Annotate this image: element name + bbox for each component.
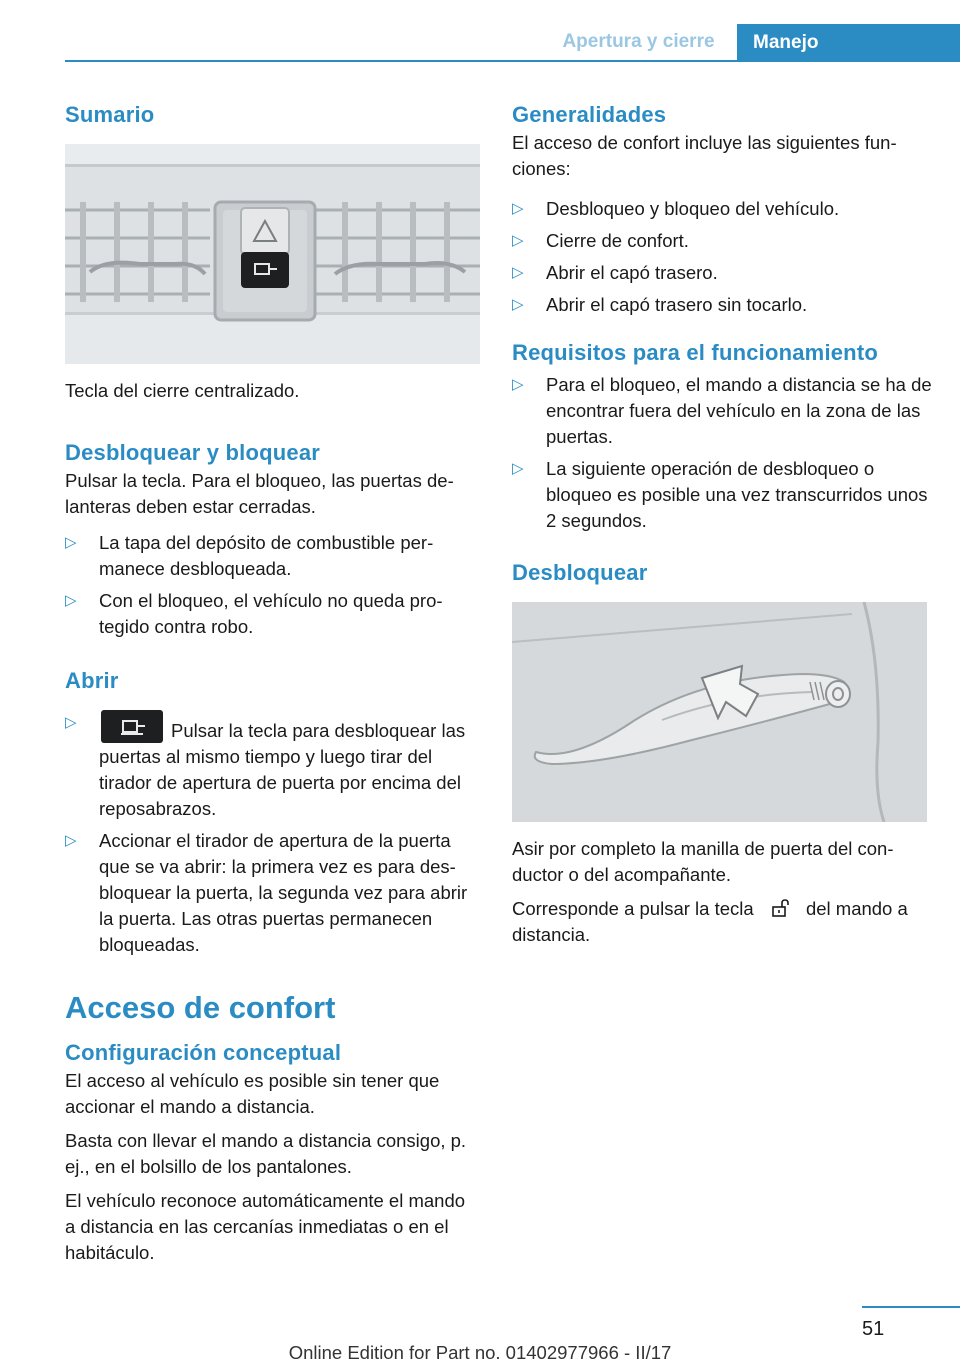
heading-acceso-confort: Acceso de confort <box>65 990 336 1025</box>
heading-sumario: Sumario <box>65 102 155 127</box>
header-rule <box>65 60 960 62</box>
triangle-bullet-icon: ▷ <box>65 714 77 731</box>
triangle-bullet-icon: ▷ <box>512 232 524 249</box>
page-header <box>0 0 960 62</box>
list-requisitos <box>512 372 932 534</box>
list-item: ▷ Abrir el capó trasero sin tocarlo. <box>512 292 932 318</box>
page-number: 51 <box>862 1318 885 1340</box>
list-item: ▷ Desbloqueo y bloqueo del vehículo. <box>512 196 932 222</box>
dashboard-vents-illustration <box>65 144 480 364</box>
left-column <box>65 100 480 1266</box>
text-desbloquear-1: Asir por completo la manilla de puerta del conductor o del acompañante. <box>512 838 894 885</box>
heading-generalidades: Generalidades <box>512 102 667 127</box>
triangle-bullet-icon: ▷ <box>65 534 77 551</box>
edition-note: Online Edition for Part no. 01402977966 - II/17 <box>288 1342 672 1362</box>
door-unlock-key-icon <box>101 710 163 743</box>
triangle-bullet-icon: ▷ <box>65 832 77 849</box>
text-config-3: El vehículo reconoce automáticamente el mando a distancia en las cercanías inmediatas o en el habitáculo. <box>65 1190 466 1263</box>
section-tab[interactable]: Apertura y cierre <box>562 31 715 52</box>
triangle-bullet-icon: ▷ <box>512 264 524 281</box>
text-config-2: Basta con llevar el mando a distancia consigo, p. ej., en el bolsillo de los pantalones. <box>65 1130 467 1177</box>
heading-abrir: Abrir <box>65 668 119 693</box>
list-item: ▷ Para el bloqueo, el mando a distancia se ha de encontrar fuera del vehículo en la zona de las puertas. <box>512 374 932 447</box>
list-item: ▷ Con el bloqueo, el vehículo no queda protegido contra robo. <box>65 590 443 637</box>
unlock-icon <box>765 898 795 918</box>
heading-desbloquear: Desbloquear <box>512 560 648 585</box>
text-desbloquear-2: Corresponde a pulsar la tecla del mando a distancia. <box>512 898 908 945</box>
heading-desbloquear-bloquear: Desbloquear y bloquear <box>65 440 321 465</box>
triangle-bullet-icon: ▷ <box>512 296 524 313</box>
chapter-tab[interactable]: Manejo <box>737 24 960 62</box>
triangle-bullet-icon: ▷ <box>512 376 524 393</box>
triangle-bullet-icon: ▷ <box>512 460 524 477</box>
list-generalidades <box>512 196 932 318</box>
right-column <box>512 100 932 948</box>
door-handle-image <box>512 602 927 822</box>
list-item: ▷ Cierre de confort. <box>512 228 932 254</box>
text-desbloquear-bloquear: Pulsar la tecla. Para el bloqueo, las puertas delanteras deben estar cerradas. <box>65 470 454 517</box>
list-desbloquear-bloquear <box>65 530 480 640</box>
heading-requisitos: Requisitos para el funcionamiento <box>512 340 878 365</box>
list-abrir <box>65 710 480 958</box>
door-handle-illustration <box>512 602 927 822</box>
list-item: ▷ Pulsar la tecla para desbloquear las puertas al mismo tiempo y luego tirar del tirador de apertura de puerta por encima del reposabrazos. <box>65 710 480 822</box>
list-item: ▷ La siguiente operación de desbloqueo o bloqueo es posible una vez transcurridos unos 2 segundos. <box>512 458 928 531</box>
text-config-1: El acceso al vehículo es posible sin tener que accionar el mando a distancia. <box>65 1070 440 1117</box>
triangle-bullet-icon: ▷ <box>65 592 77 609</box>
list-item: ▷ La tapa del depósito de combustible permanece desbloqueada. <box>65 532 434 579</box>
text-generalidades: El acceso de confort incluye las siguientes funciones: <box>512 132 897 179</box>
list-item: ▷ Accionar el tirador de apertura de la puerta que se va abrir: la primera vez es para desbloquear la puerta, la segunda vez para abrir la puerta. Las otras puertas permanecen bloqueadas. <box>65 830 468 955</box>
caption-sumario: Tecla del cierre centralizado. <box>65 380 300 401</box>
list-item: ▷ Abrir el capó trasero. <box>512 260 932 286</box>
heading-configuracion: Configuración conceptual <box>65 1040 342 1065</box>
footer-rule <box>862 1306 960 1308</box>
central-lock-button-image <box>65 144 480 364</box>
triangle-bullet-icon: ▷ <box>512 200 524 217</box>
